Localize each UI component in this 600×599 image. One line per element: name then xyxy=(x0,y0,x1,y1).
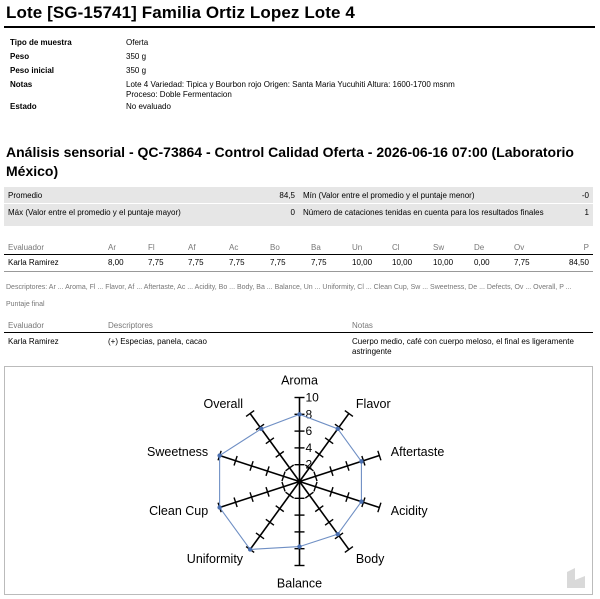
radar-tick-mark xyxy=(325,519,333,525)
col-evaluator: Evaluador xyxy=(8,321,45,330)
radar-axis-clean-cup xyxy=(220,482,300,508)
cell-de: 0,00 xyxy=(474,258,490,267)
col-ar: Ar xyxy=(108,243,116,252)
summary-max-label: Máx (Valor entre el promedio y el puntaje mayor) xyxy=(8,208,181,217)
descriptors-table-header xyxy=(4,321,593,331)
cell-sw: 10,00 xyxy=(433,258,454,267)
info-label-initial-weight: Peso inicial xyxy=(10,66,55,75)
info-label-notes: Notas xyxy=(10,80,33,89)
col-ba: Ba xyxy=(311,243,321,252)
cell-evaluator: Karla Ramirez xyxy=(8,258,59,267)
info-value-status: No evaluado xyxy=(126,102,171,111)
radar-point-aftertaste xyxy=(359,459,363,463)
radar-tick-label: 4 xyxy=(305,440,313,455)
cell-ba: 7,75 xyxy=(311,258,327,267)
info-value-sample-type: Oferta xyxy=(126,38,149,47)
radar-tick-label: 10 xyxy=(305,390,319,405)
table-row xyxy=(4,258,593,270)
cell-notes: Cuerpo medio, café con cuerpo meloso, el final es ligeramente astringente xyxy=(352,337,574,356)
info-label-weight: Peso xyxy=(10,52,30,61)
radar-tick-label: 8 xyxy=(305,407,313,422)
summary-count-value: 1 xyxy=(584,208,589,217)
radar-point-balance xyxy=(297,544,301,548)
radar-category-label: Aftertaste xyxy=(390,444,445,459)
radar-tick-mark xyxy=(325,438,333,444)
radar-axis-sweetness xyxy=(220,456,300,482)
info-value-notes: Lote 4 Variedad: Tipica y Bourbon rojo Origen: Santa Maria Yucuhiti Altura: 1600-1700 msnm Proceso: Doble Fermentacion xyxy=(126,80,455,99)
radar-category-label: Uniformity xyxy=(186,552,244,567)
radar-category-label: Flavor xyxy=(355,396,391,411)
info-label-sample-type: Tipo de muestra xyxy=(10,38,72,47)
col-fl: Fl xyxy=(148,243,155,252)
radar-point-body xyxy=(336,532,340,536)
radar-axis-body xyxy=(300,482,349,550)
cell-cl: 10,00 xyxy=(392,258,413,267)
radar-category-label: Balance xyxy=(276,576,323,591)
cell-ac: 7,75 xyxy=(229,258,245,267)
col-de: De xyxy=(474,243,485,252)
logo-icon xyxy=(567,568,585,588)
radar-tick-mark xyxy=(345,411,353,417)
radar-chart xyxy=(5,367,592,594)
cell-p: 84,50 xyxy=(568,258,589,267)
radar-point-flavor xyxy=(336,427,340,431)
cell-fl: 7,75 xyxy=(148,258,164,267)
radar-series-polygon xyxy=(220,414,362,549)
summary-row-1 xyxy=(4,187,593,203)
report-title: Lote [SG-15741] Familia Ortiz Lopez Lote 4 xyxy=(6,3,355,22)
radar-axis-acidity xyxy=(300,482,380,508)
cell-af: 7,75 xyxy=(188,258,204,267)
col-evaluator: Evaluador xyxy=(8,243,45,252)
scores-table-bottom-rule xyxy=(4,271,593,272)
col-ov: Ov xyxy=(514,243,525,252)
radar-tick-mark xyxy=(276,451,284,457)
scores-table-header xyxy=(4,243,593,253)
cell-un: 10,00 xyxy=(352,258,373,267)
summary-row-2 xyxy=(4,204,593,226)
radar-point-sweetness xyxy=(217,453,221,457)
info-label-status: Estado xyxy=(10,102,37,111)
radar-tick-label: 6 xyxy=(305,424,313,439)
summary-average-value: 84,5 xyxy=(279,191,295,200)
radar-point-uniformity xyxy=(248,547,252,551)
col-cl: Cl xyxy=(392,243,400,252)
summary-min-label: Mín (Valor entre el promedio y el puntaje menor) xyxy=(303,191,475,200)
summary-average-label: Promedio xyxy=(8,191,43,200)
radar-tick-label: 2 xyxy=(305,457,313,472)
title-rule xyxy=(4,26,595,28)
radar-tick-mark xyxy=(305,492,313,498)
cell-ov: 7,75 xyxy=(514,258,530,267)
radar-category-label: Aroma xyxy=(281,373,318,388)
radar-tick-mark xyxy=(315,451,323,457)
cell-ar: 8,00 xyxy=(108,258,124,267)
col-af: Af xyxy=(188,243,196,252)
descriptor-legend: Descriptores: Ar ... Aroma, Fl ... Flavor, Af ... Aftertaste, Ac ... Acidity, Bo ... Body, Ba ... Balance, Un ... Uniformity, Cl ... Clean Cup, Sw ... Sweetness, De ... Defects, Ov ... Overall, P ... Puntaje final xyxy=(6,284,572,308)
radar-category-label: Overall xyxy=(203,396,244,411)
cell-bo: 7,75 xyxy=(270,258,286,267)
radar-tick-mark xyxy=(345,547,353,553)
radar-tick-mark xyxy=(286,492,294,498)
col-descriptors: Descriptores xyxy=(108,321,153,330)
table-row xyxy=(4,337,593,359)
analysis-title: Análisis sensorial - QC-73864 - Control Calidad Oferta - 2026-06-16 07:00 (Laboratorio México) xyxy=(6,144,574,179)
summary-count-label: Número de cataciones tenidas en cuenta para los resultados finales xyxy=(303,208,544,217)
radar-category-label: Body xyxy=(355,552,385,567)
cell-evaluator: Karla Ramirez xyxy=(8,337,59,346)
radar-tick-mark xyxy=(246,411,254,417)
radar-point-clean-cup xyxy=(217,505,221,509)
radar-category-label: Sweetness xyxy=(147,444,209,459)
col-notes: Notas xyxy=(352,321,373,330)
cell-descriptors: (+) Especias, panela, cacao xyxy=(108,337,207,346)
logo-shape xyxy=(567,568,585,588)
summary-max-value: 0 xyxy=(290,208,295,217)
descriptors-table-rule xyxy=(4,332,593,333)
info-value-weight: 350 g xyxy=(126,52,147,61)
info-value-initial-weight: 350 g xyxy=(126,66,147,75)
radar-tick-mark xyxy=(286,465,294,471)
col-sw: Sw xyxy=(433,243,445,252)
col-p: P xyxy=(583,243,589,252)
summary-min-value: -0 xyxy=(581,191,589,200)
radar-tick-mark xyxy=(276,506,284,512)
radar-tick-mark xyxy=(266,438,274,444)
radar-point-aroma xyxy=(297,412,301,416)
radar-tick-mark xyxy=(315,506,323,512)
radar-axis-uniformity xyxy=(250,482,299,550)
col-ac: Ac xyxy=(229,243,239,252)
radar-tick-mark xyxy=(256,533,264,539)
radar-category-label: Clean Cup xyxy=(149,504,209,519)
radar-point-acidity xyxy=(359,499,363,503)
radar-chart-panel xyxy=(4,366,593,595)
radar-point-overall xyxy=(259,427,263,431)
scores-table-rule xyxy=(4,254,593,255)
col-un: Un xyxy=(352,243,363,252)
radar-tick-mark xyxy=(266,519,274,525)
radar-category-label: Acidity xyxy=(390,504,428,519)
col-bo: Bo xyxy=(270,243,280,252)
